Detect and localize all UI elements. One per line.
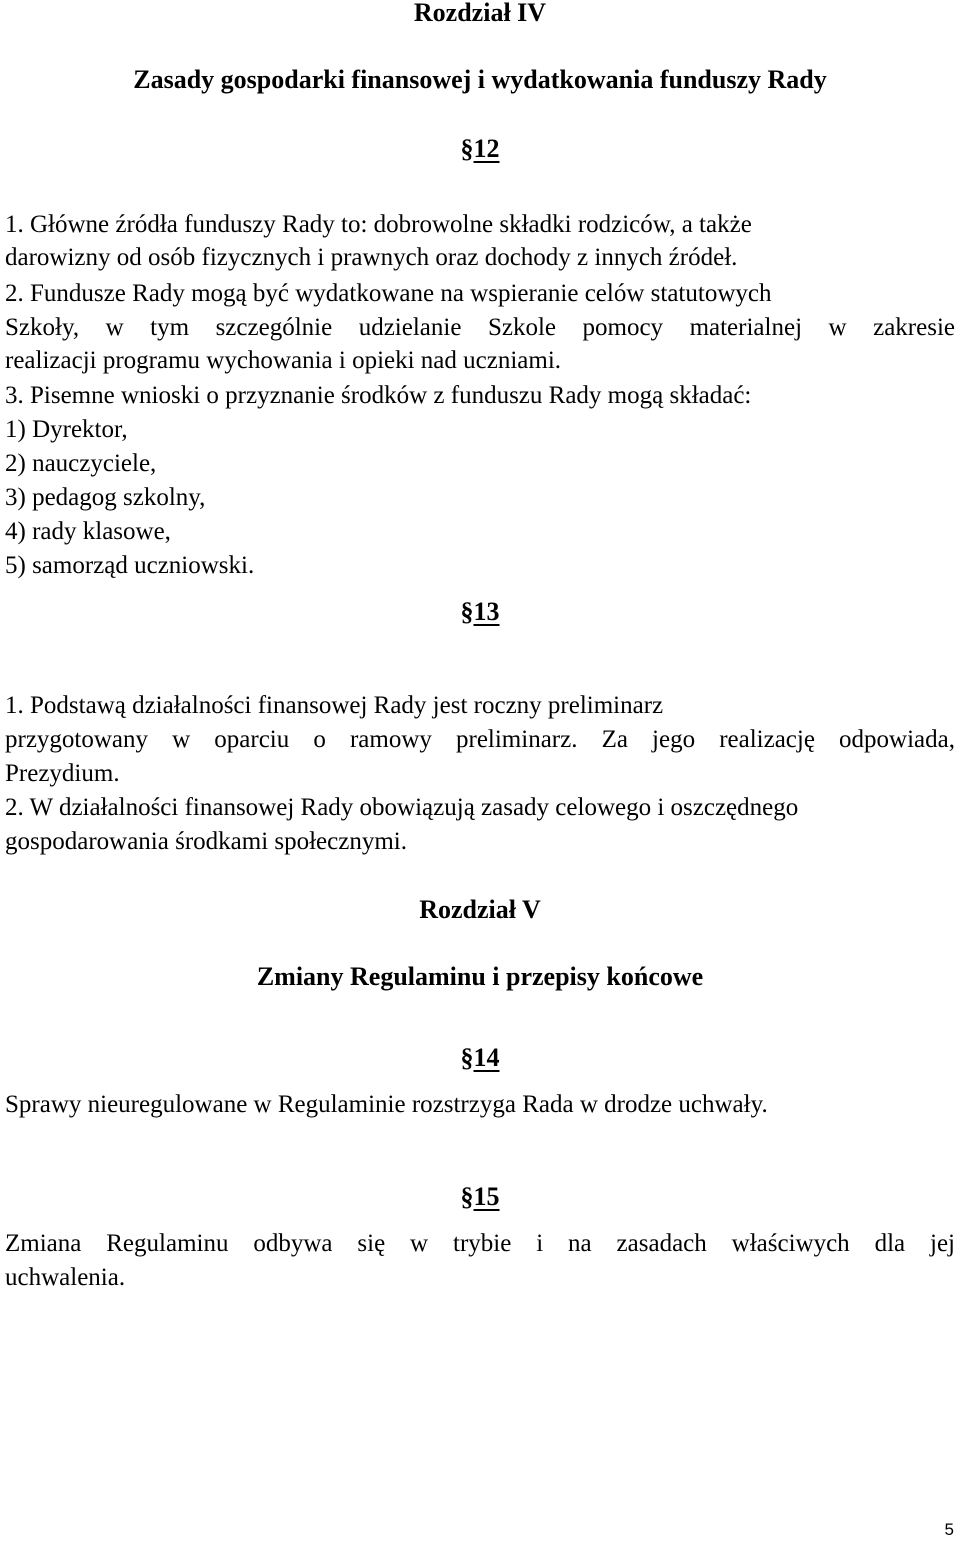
paragraph-12-line: darowizny od osób fizycznych i prawnych oraz dochody z innych źródeł.: [5, 244, 738, 271]
paragraph-13-line: przygotowany w oparciu o ramowy preliminarz. Za jego realizację odpowiada,: [5, 726, 955, 753]
paragraph-12-line: 3. Pisemne wnioski o przyznanie środków z funduszu Rady mogą składać:: [5, 382, 752, 409]
paragraph-13-heading: [0, 595, 960, 628]
paragraph-number: 13: [473, 597, 500, 626]
paragraph-12-line: 2. Fundusze Rady mogą być wydatkowane na wspieranie celów statutowych: [5, 280, 772, 307]
list-item: 4) rady klasowe,: [5, 518, 171, 545]
chapter-4-subtitle: Zasady gospodarki finansowej i wydatkowania funduszy Rady: [133, 65, 827, 94]
list-item: 1) Dyrektor,: [5, 416, 128, 443]
paragraph-number: 12: [473, 134, 500, 163]
chapter-5-title: Rozdział V: [419, 895, 541, 924]
paragraph-14-line: Sprawy nieuregulowane w Regulaminie rozstrzyga Rada w drodze uchwały.: [5, 1091, 768, 1118]
section-sign: §: [460, 134, 474, 163]
paragraph-number: 14: [473, 1043, 500, 1072]
list-item: 5) samorząd uczniowski.: [5, 552, 255, 579]
paragraph-13-line: 2. W działalności finansowej Rady obowiązują zasady celowego i oszczędnego: [5, 794, 799, 821]
paragraph-15-heading: [0, 1180, 960, 1213]
paragraph-12-heading: [0, 132, 960, 165]
list-item: 2) nauczyciele,: [5, 450, 157, 477]
list-item: 3) pedagog szkolny,: [5, 484, 206, 511]
section-sign: §: [460, 1043, 474, 1072]
paragraph-13-line: 1. Podstawą działalności finansowej Rady jest roczny preliminarz: [5, 692, 664, 719]
paragraph-13-line: gospodarowania środkami społecznymi.: [5, 828, 407, 855]
paragraph-14-heading: [0, 1041, 960, 1074]
chapter-4-title: Rozdział IV: [413, 0, 547, 27]
page-number: 5: [944, 1520, 954, 1539]
paragraph-15-line: Zmiana Regulaminu odbywa się w trybie i na zasadach właściwych dla jej: [5, 1230, 955, 1257]
paragraph-number: 15: [473, 1182, 500, 1211]
section-sign: §: [460, 1182, 474, 1211]
paragraph-12-line: realizacji programu wychowania i opieki nad uczniami.: [5, 347, 562, 374]
section-sign: §: [460, 597, 474, 626]
paragraph-12-line: Szkoły, w tym szczególnie udzielanie Szkole pomocy materialnej w zakresie: [5, 314, 955, 341]
paragraph-12-line: 1. Główne źródła funduszy Rady to: dobrowolne składki rodziców, a także: [5, 211, 752, 238]
chapter-5-subtitle: Zmiany Regulaminu i przepisy końcowe: [256, 962, 704, 991]
paragraph-13-line: Prezydium.: [5, 760, 120, 787]
paragraph-15-line: uchwalenia.: [5, 1264, 126, 1291]
